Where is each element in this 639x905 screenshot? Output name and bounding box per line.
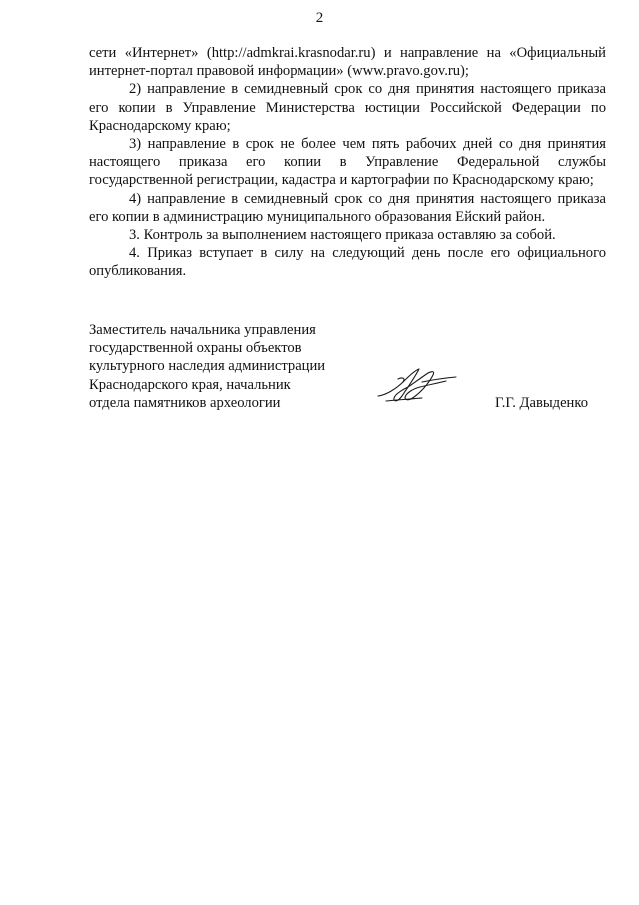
signer-title-line-3: культурного наследия администрации <box>89 358 326 375</box>
signer-title-line-2: государственной охраны объектов <box>89 340 302 357</box>
paragraph-5: 3. Контроль за выполнением настоящего приказа оставляю за собой. <box>129 227 556 244</box>
document-body <box>89 44 606 281</box>
paragraph-3: 3) направление в срок не более чем пять рабочих дней со дня принятия настоящего приказа его копии в Управление Федеральной службы государственной регистрации, кадастра и картографии по Краснодарскому краю; <box>89 136 606 189</box>
signer-title-line-1: Заместитель начальника управления <box>89 322 316 338</box>
signer-title-line-5: отдела памятников археологии <box>89 394 281 411</box>
paragraph-2: 2) направление в семидневный срок со дня принятия настоящего приказа его копии в Управление Министерства юстиции Российской Федерации по Краснодарскому краю; <box>89 81 606 134</box>
signer-title-line-4: Краснодарского края, начальник <box>89 376 291 393</box>
handwritten-signature-icon <box>372 365 462 405</box>
signer-title <box>89 321 359 412</box>
paragraph-4: 4) направление в семидневный срок со дня принятия настоящего приказа его копии в администрацию муниципального образования Ейский район. <box>89 190 606 225</box>
signer-name: Г.Г. Давыденко <box>494 394 588 411</box>
paragraph-1: сети «Интернет» (http://admkrai.krasnodar.ru) и направление на «Официальный интернет-портал правовой информации» (www.pravo.gov.ru); <box>89 45 606 80</box>
page-number: 2 <box>315 10 324 26</box>
signature-block <box>89 321 606 411</box>
paragraph-6: 4. Приказ вступает в силу на следующий день после его официального опубликования. <box>89 245 606 280</box>
